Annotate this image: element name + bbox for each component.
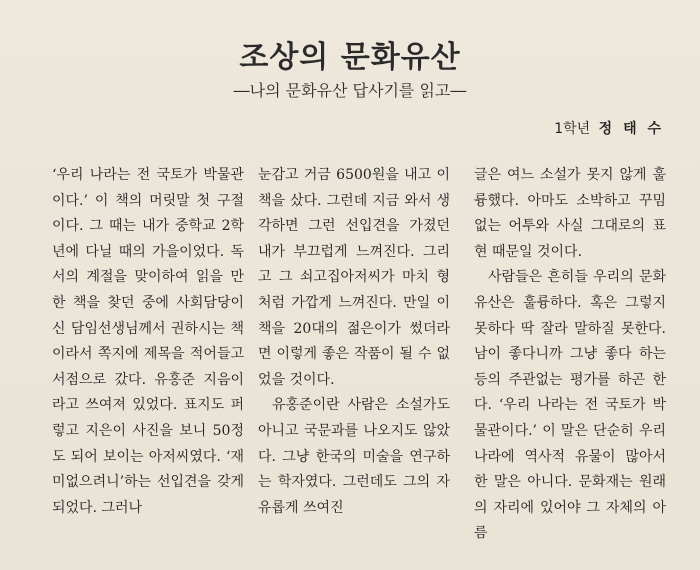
paragraph: ‘우리 나라는 전 국토가 박물관이다.’ 이 책의 머릿말 첫 구절이다. 그 때는 내가 중학교 2학년에 다닐 때의 가을이었다. 독서의 계절을 맞이하여 읽을 만한 책을 찾던 중에 사회담당이신 담임선생님께서 권하시는 책이라서 쪽지에 제목을 적어들고 서점으로 갔다. 유홍준 지음이라고 쓰여져 있었다. 표지도 퍼렇고 지은이 사진을 보니 50정도 되어 보이는 아저씨였다. ‘재미없으려니’하는 선입견을 갖게 되었다. 그러나 bbox=[52, 167, 244, 516]
author-byline bbox=[554, 118, 664, 138]
page-subtitle: ―나의 문화유산 답사기를 읽고― bbox=[233, 81, 467, 100]
paragraph: 글은 여느 소설가 못지 않게 훌륭했다. 아마도 소박하고 꾸밈없는 어투와 사실 그대로의 표현 때문일 것이다. bbox=[474, 167, 666, 260]
text-column-1 bbox=[52, 163, 244, 521]
paragraph: 유홍준이란 사람은 소설가도 아니고 국문과를 나오지도 않았다. 그냥 한국의 미술을 연구하는 학자였다. 그런데도 그의 자유롭게 쓰여진 bbox=[258, 397, 450, 516]
paragraph: 눈감고 거금 6500원을 내고 이 책을 샀다. 그런데 지금 와서 생각하면 그런 선입견을 가졌던 내가 부끄럽게 느껴진다. 그리고 그 쇠고집아저씨가 마치 형처럼 가깝게 느껴진다. 만일 이 책을 20대의 젊은이가 썼더라면 이렇게 좋은 작품이 될 수 없었을 것이다. bbox=[258, 167, 450, 388]
author-grade: 1학년 bbox=[554, 121, 591, 137]
paragraph: 사람들은 흔히들 우리의 문화유산은 훌륭하다. 혹은 그렇지 못하다 딱 잘라 말하질 못한다. 남이 좋다니까 그냥 좋다 하는 등의 주관없는 평가를 하곤 한다. ‘우리 나라는 전 국토가 박물관이다.’ 이 말은 단순히 우리 나라에 역사적 유물이 많아서 한 말은 아니다. 문화재는 원래의 자리에 있어야 그 자체의 아름 bbox=[474, 269, 666, 542]
text-column-3 bbox=[474, 163, 666, 547]
author-name: 정 태 수 bbox=[598, 121, 664, 137]
page-title: 조상의 문화유산 bbox=[239, 40, 461, 75]
text-column-2 bbox=[258, 163, 450, 521]
